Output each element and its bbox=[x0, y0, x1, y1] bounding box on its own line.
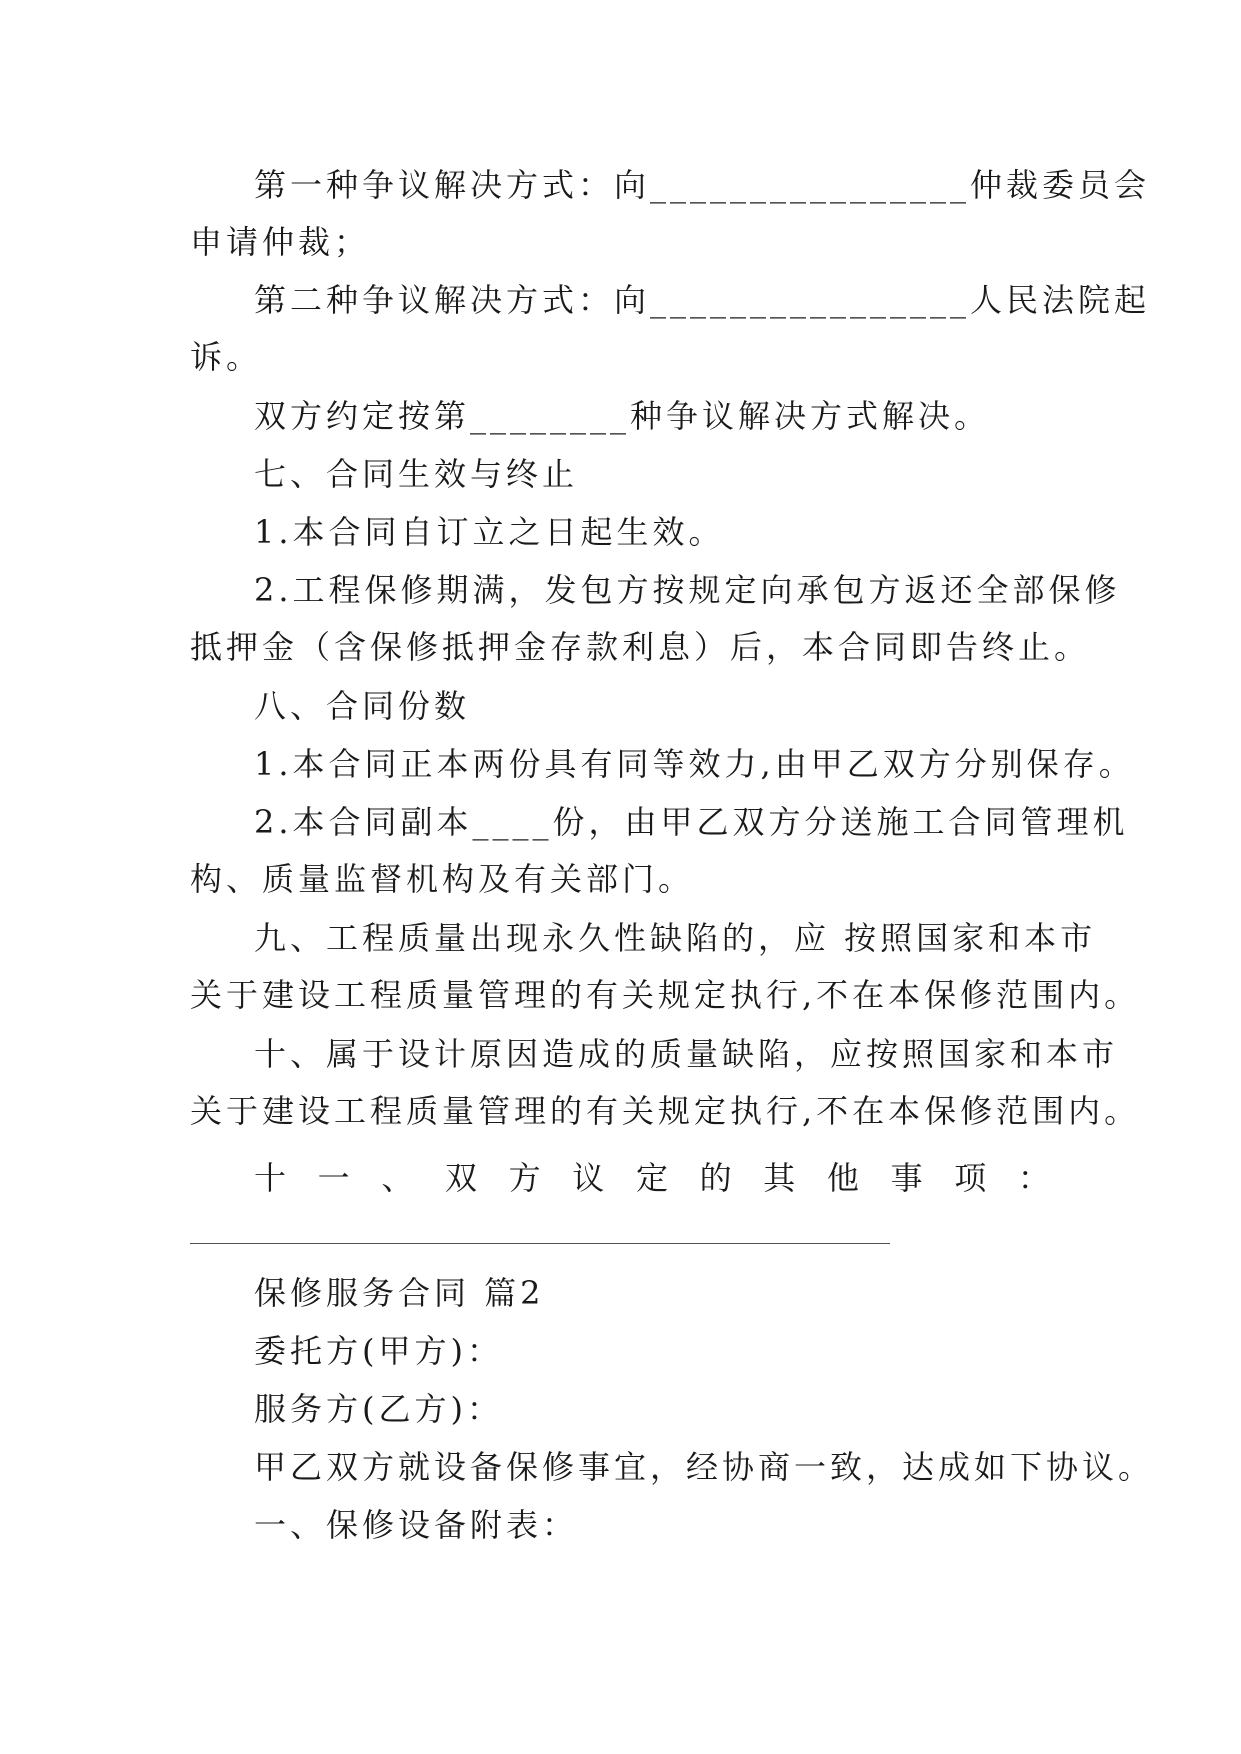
heading-char: 他 bbox=[826, 1159, 859, 1197]
heading-char: 十 bbox=[254, 1159, 287, 1197]
text-line: 抵押金（含保修抵押金存款利息）后，本合同即告终止。 bbox=[190, 628, 1091, 666]
heading-char: 方 bbox=[508, 1159, 541, 1197]
text-line: 诉。 bbox=[190, 338, 263, 376]
text-line: 构、质量监督机构及有关部门。 bbox=[190, 860, 695, 898]
heading-char: 项 bbox=[954, 1159, 987, 1197]
text-line: 七、合同生效与终止 bbox=[254, 455, 579, 493]
text-line: 1.本合同正本两份具有同等效力,由甲乙双方分别保存。 bbox=[254, 745, 1135, 783]
heading-other-matters bbox=[254, 1158, 1050, 1198]
blank-fill-line bbox=[190, 1243, 890, 1244]
heading-char: ： bbox=[1017, 1159, 1050, 1197]
text-line: 一、保修设备附表： bbox=[254, 1506, 579, 1544]
text-line: 关于建设工程质量管理的有关规定执行,不在本保修范围内。 bbox=[190, 976, 1141, 1014]
text-line: 1.本合同自订立之日起生效。 bbox=[254, 513, 725, 551]
text-line: 十、属于设计原因造成的质量缺陷，应按照国家和本市 bbox=[254, 1035, 1119, 1073]
text-line: 2.本合同副本____份，由甲乙双方分送施工合同管理机 bbox=[254, 803, 1129, 841]
text-line: 关于建设工程质量管理的有关规定执行,不在本保修范围内。 bbox=[190, 1092, 1141, 1130]
text-line: 保修服务合同 篇2 bbox=[254, 1274, 545, 1312]
heading-char: 议 bbox=[572, 1159, 605, 1197]
heading-char: 其 bbox=[763, 1159, 796, 1197]
heading-char: 定 bbox=[635, 1159, 668, 1197]
text-line: 第二种争议解决方式：向________________人民法院起 bbox=[254, 281, 1151, 319]
heading-char: 事 bbox=[890, 1159, 923, 1197]
text-line: 服务方(乙方)： bbox=[254, 1390, 503, 1428]
text-line: 八、合同份数 bbox=[254, 687, 471, 725]
heading-char: 的 bbox=[699, 1159, 732, 1197]
heading-char: 、 bbox=[381, 1159, 414, 1197]
heading-char: 一 bbox=[317, 1159, 350, 1197]
text-line: 第一种争议解决方式：向________________仲裁委员会 bbox=[254, 166, 1151, 204]
text-line: 委托方(甲方)： bbox=[254, 1332, 503, 1370]
text-line: 申请仲裁； bbox=[190, 223, 371, 261]
text-line: 2.工程保修期满，发包方按规定向承包方返还全部保修 bbox=[254, 571, 1121, 609]
text-line: 双方约定按第________种争议解决方式解决。 bbox=[254, 397, 991, 435]
text-line: 甲乙双方就设备保修事宜，经协商一致，达成如下协议。 bbox=[254, 1448, 1155, 1486]
heading-char: 双 bbox=[444, 1159, 477, 1197]
text-line: 九、工程质量出现永久性缺陷的，应 按照国家和本市 bbox=[254, 919, 1097, 957]
